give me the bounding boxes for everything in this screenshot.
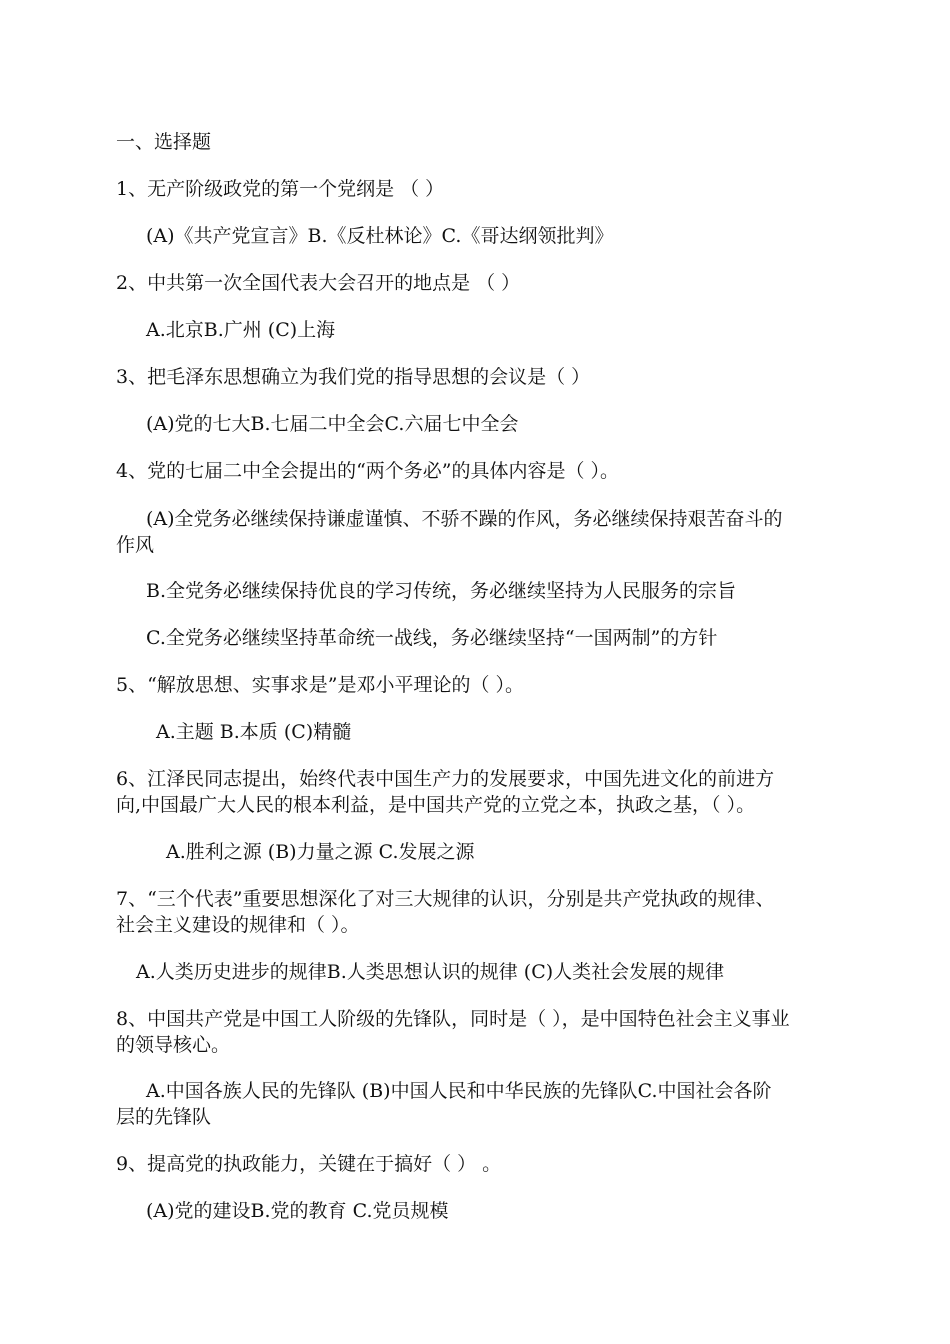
- question-6-stem-line1: 6、江泽民同志提出，始终代表中国生产力的发展要求，中国先进文化的前进方: [116, 768, 775, 790]
- question-5-stem: 5、“解放思想、实事求是”是邓小平理论的（ ）。: [116, 674, 525, 696]
- question-6-options: A.胜利之源 (B)力量之源 C.发展之源: [166, 841, 475, 863]
- question-1-options: (A)《共产党宣言》B.《反杜林论》C.《哥达纲领批判》: [146, 225, 614, 247]
- question-4-option-b: B.全党务必继续保持优良的学习传统，务必继续坚持为人民服务的宗旨: [146, 580, 737, 602]
- question-1-stem: 1、无产阶级政党的第一个党纲是 （ ）: [116, 178, 445, 200]
- question-7-stem-line2: 社会主义建设的规律和（ ）。: [116, 914, 360, 936]
- question-9-stem: 9、提高党的执政能力，关键在于搞好（ ） 。: [116, 1153, 502, 1175]
- question-4-stem: 4、党的七届二中全会提出的“两个务必”的具体内容是（ ）。: [116, 460, 620, 482]
- question-3-stem: 3、把毛泽东思想确立为我们党的指导思想的会议是（ ）: [116, 366, 591, 388]
- question-2-options: A.北京B.广州 (C)上海: [146, 319, 336, 341]
- question-8-options-line1: A.中国各族人民的先锋队 (B)中国人民和中华民族的先锋队C.中国社会各阶: [146, 1080, 772, 1102]
- question-7-options: A.人类历史进步的规律B.人类思想认识的规律 (C)人类社会发展的规律: [136, 961, 725, 983]
- section-title: 一、选择题: [116, 131, 212, 153]
- question-4-option-a-line2: 作风: [116, 534, 155, 556]
- question-8-stem-line1: 8、中国共产党是中国工人阶级的先锋队，同时是（ ），是中国特色社会主义事业: [116, 1008, 790, 1030]
- question-4-option-a-line1: (A)全党务必继续保持谦虚谨慎、不骄不躁的作风，务必继续保持艰苦奋斗的: [146, 508, 783, 530]
- question-7-stem-line1: 7、“三个代表”重要思想深化了对三大规律的认识，分别是共产党执政的规律、: [116, 888, 775, 910]
- question-8-options-line2: 层的先锋队: [116, 1106, 212, 1128]
- question-8-stem-line2: 的领导核心。: [116, 1034, 231, 1056]
- question-6-stem-line2: 向,中国最广大人民的根本利益，是中国共产党的立党之本，执政之基，（ ）。: [116, 794, 756, 816]
- question-4-option-c: C.全党务必继续坚持革命统一战线，务必继续坚持“一国两制”的方针: [146, 627, 718, 649]
- question-5-options: A.主题 B.本质 (C)精髓: [156, 721, 352, 743]
- question-3-options: (A)党的七大B.七届二中全会C.六届七中全会: [146, 413, 519, 435]
- question-9-options: (A)党的建设B.党的教育 C.党员规模: [146, 1200, 449, 1222]
- question-2-stem: 2、中共第一次全国代表大会召开的地点是 （ ）: [116, 272, 521, 294]
